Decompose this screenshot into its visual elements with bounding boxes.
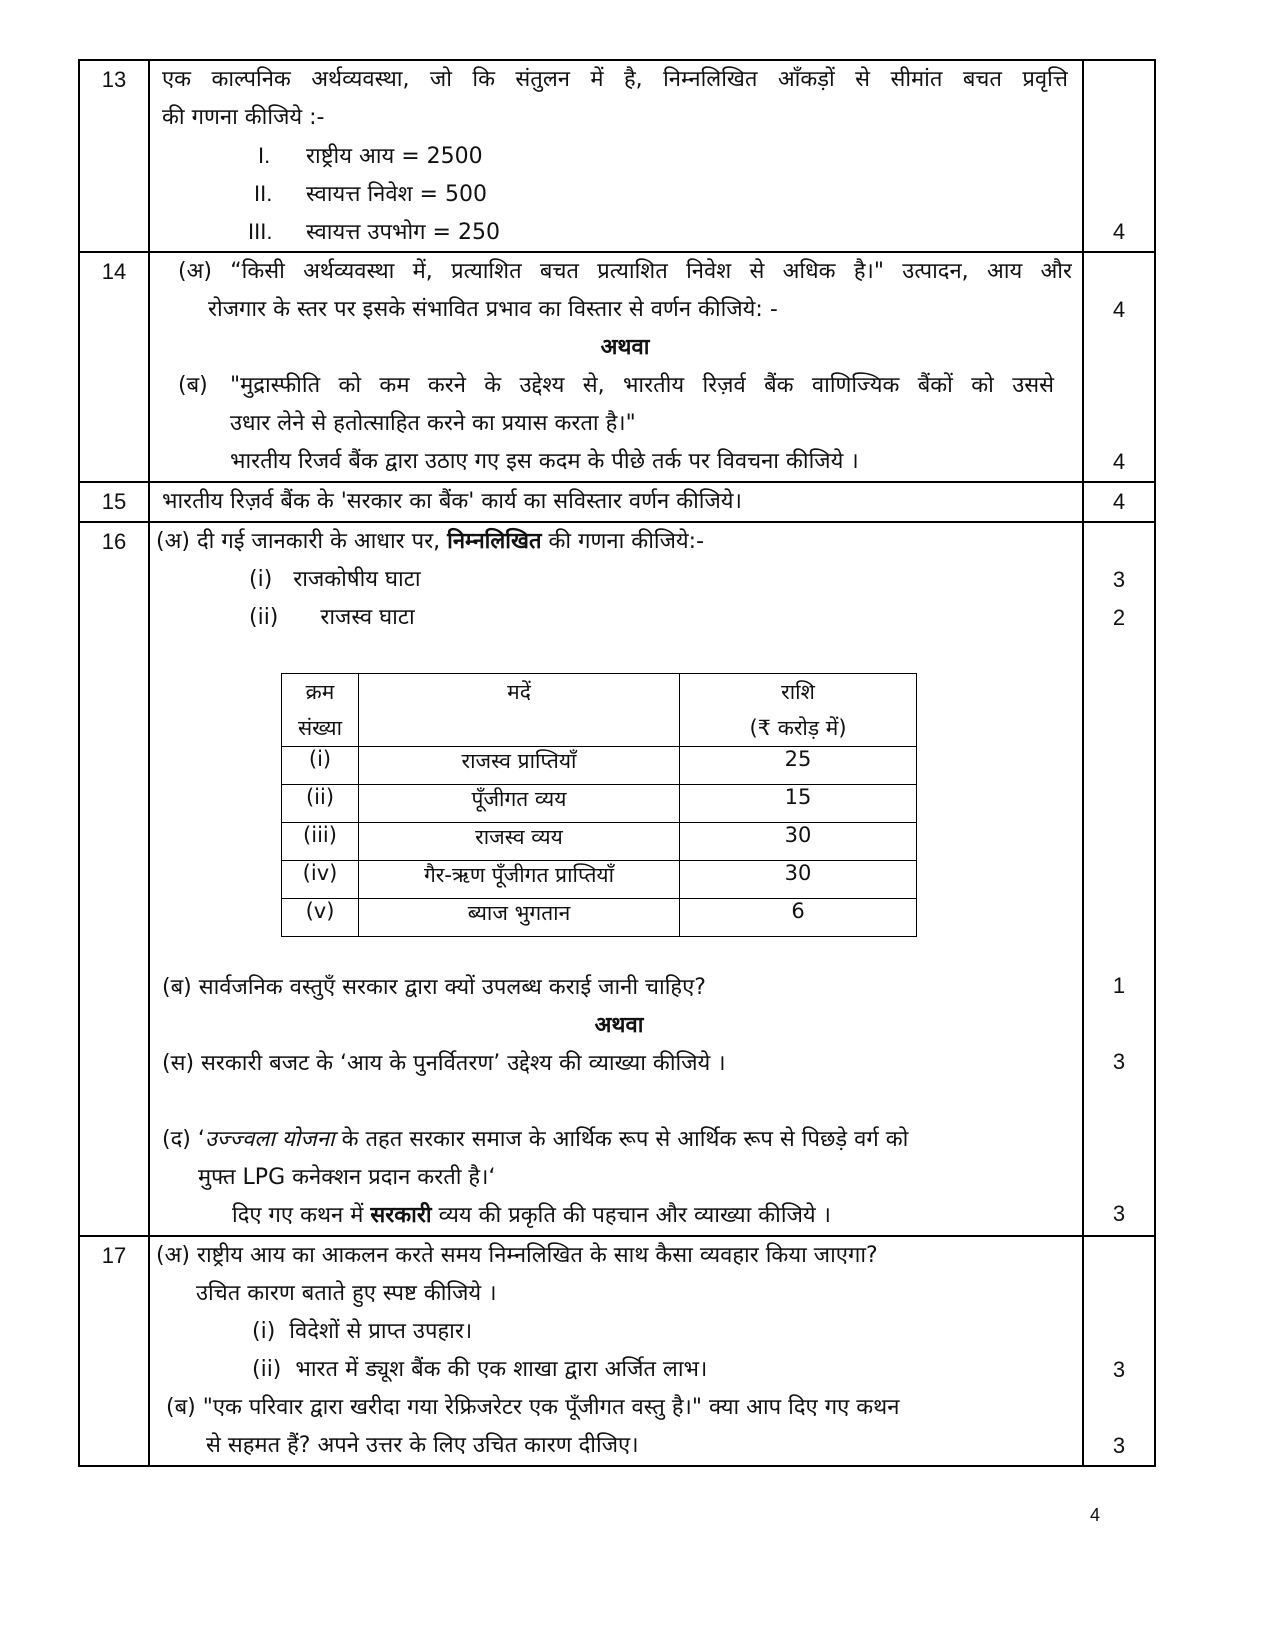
table-row: (v) ब्याज भुगतान 6 — [282, 899, 917, 937]
table-header-row — [282, 674, 917, 747]
question-number: 13 — [79, 60, 149, 252]
table-row: (iv) गैर-ऋण पूँजीगत प्राप्तियाँ 30 — [282, 861, 917, 899]
question-row-17 — [79, 1236, 1155, 1466]
list-item: III. स्वायत्त उपभोग = 250 — [248, 219, 500, 245]
question-number: 17 — [79, 1236, 149, 1466]
marks-cell: 4 4 — [1083, 252, 1155, 482]
table-row: (ii) पूँजीगत व्यय 15 — [282, 785, 917, 823]
marks-cell: 4 — [1083, 482, 1155, 522]
table-row: (i) राजस्व प्राप्तियाँ 25 — [282, 747, 917, 785]
question-number: 16 — [79, 522, 149, 1236]
question-text: एक काल्पनिक अर्थव्यवस्था, जो कि संतुलन में है, निम्नलिखित आँकड़ों से सीमांत बचत प्रवृत्ति की गणना कीजिये :- I. राष्ट्रीय आय = 2500 II. स्वायत्त निवेश = 500 III. स्वायत्त उपभोग = 250 — [149, 60, 1083, 252]
header-serial: क्रम संख्या — [282, 674, 359, 747]
list-item: II. स्वायत्त निवेश = 500 — [254, 181, 487, 207]
marks-cell: 4 — [1083, 60, 1155, 252]
question-text: (अ) “किसी अर्थव्यवस्था में, प्रत्याशित बचत प्रत्याशित निवेश से अधिक है।" उत्पादन, आय और रोजगार के स्तर पर इसके संभावित प्रभाव का विस्तार से वर्णन कीजिये: - अथवा (ब) "मुद्रास्फीति को कम करने के उद्देश्य से, भारतीय रिज़र्व बैंक वाणिज्यिक बैंकों को उससे उधार लेने से हतोत्साहित करने का प्रयास करता है।" भारतीय रिजर्व बैंक द्वारा उठाए गए इस कदम के पीछे तर्क पर विवचना कीजिये । — [149, 252, 1083, 482]
question-row-16 — [79, 522, 1155, 1236]
question-row-14 — [79, 252, 1155, 482]
questions-table — [78, 59, 1156, 1467]
marks-cell: 3 3 — [1083, 1236, 1155, 1466]
header-item: मदें — [359, 674, 680, 747]
question-text: (अ) दी गई जानकारी के आधार पर, निम्नलिखित की गणना कीजिये:- (i) राजकोषीय घाटा (ii) राजस्व घाटा क्रम संख्या मदें राशि (₹ करोड़ में) (i) राजस्व प्राप्तियाँ 25 (ii) पूँजीगत व्यय 15 (iii) राजस्व व्यय 30 (iv) गैर-ऋण पूँजीगत प्राप्तियाँ 30 (v) ब्याज भुगतान 6 (ब) सार्वजनिक वस्तुएँ सरकार द्वारा क्यों उपलब्ध कराई जानी चाहिए? अथवा (स) सरकारी बजट के ‘आय के पुनर्वितरण’ उद्देश्य की व्याख्या कीजिये । (द) ‘उज्ज्वला योजना के तहत सरकार समाज के आर्थिक रूप से आर्थिक रूप से पिछड़े वर्ग को मुफ्त LPG कनेक्शन प्रदान करती है।‘ दिए गए कथन में सरकारी व्यय की प्रकृति की पहचान और व्याख्या कीजिये । — [149, 522, 1083, 1236]
question-row-13 — [79, 60, 1155, 252]
list-item: I. राष्ट्रीय आय = 2500 — [258, 143, 483, 169]
question-row-15 — [79, 482, 1155, 522]
question-number: 15 — [79, 482, 149, 522]
question-number: 14 — [79, 252, 149, 482]
budget-data-table — [281, 673, 917, 937]
question-text: (अ) राष्ट्रीय आय का आकलन करते समय निम्नलिखित के साथ कैसा व्यवहार किया जाएगा? उचित कारण बताते हुए स्पष्ट कीजिये । (i) विदेशों से प्राप्त उपहार। (ii) भारत में ड्यूश बैंक की एक शाखा द्वारा अर्जित लाभ। (ब) "एक परिवार द्वारा खरीदा गया रेफ्रिजरेटर एक पूँजीगत वस्तु है।" क्या आप दिए गए कथन से सहमत हैं? अपने उत्तर के लिए उचित कारण दीजिए। — [149, 1236, 1083, 1466]
page-number: 4 — [1090, 1505, 1101, 1525]
header-amount: राशि (₹ करोड़ में) — [680, 674, 917, 747]
marks-cell: 3 2 1 3 3 — [1083, 522, 1155, 1236]
question-text: भारतीय रिज़र्व बैंक के 'सरकार का बैंक' कार्य का सविस्तार वर्णन कीजिये। — [149, 482, 1083, 522]
table-row: (iii) राजस्व व्यय 30 — [282, 823, 917, 861]
